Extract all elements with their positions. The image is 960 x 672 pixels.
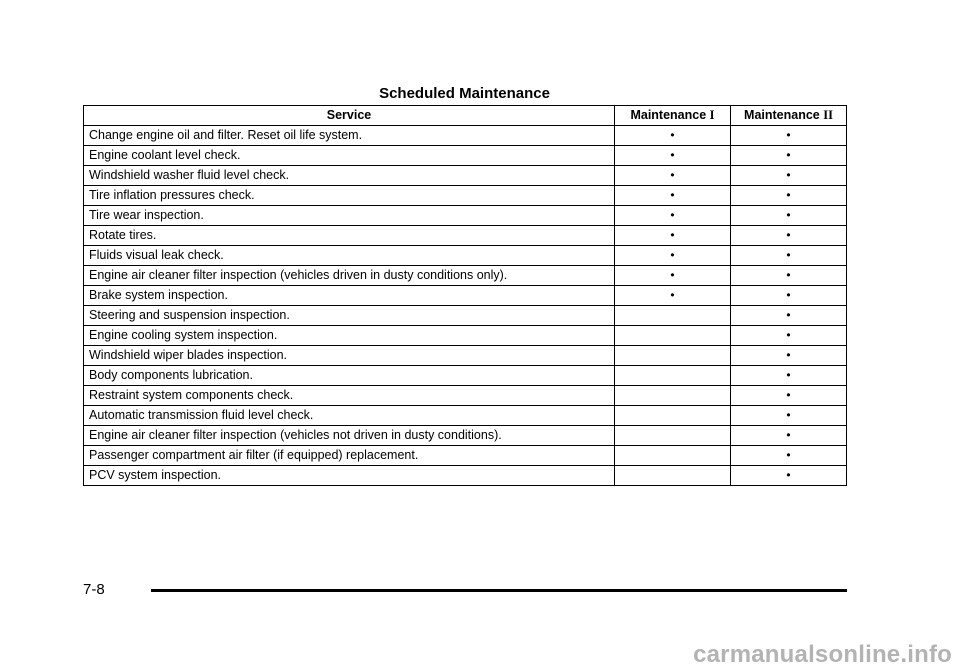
service-cell: Engine coolant level check. [84, 146, 615, 166]
maintenance-2-bullet: • [731, 446, 847, 466]
maintenance-1-bullet [615, 426, 731, 446]
maintenance-1-bullet [615, 366, 731, 386]
maintenance-2-bullet: • [731, 266, 847, 286]
service-cell: Change engine oil and filter. Reset oil life system. [84, 126, 615, 146]
maintenance-2-bullet: • [731, 426, 847, 446]
table-row [84, 366, 847, 386]
maintenance-1-bullet: • [615, 206, 731, 226]
maintenance-1-bullet [615, 406, 731, 426]
maintenance-2-bullet: • [731, 126, 847, 146]
maintenance-1-bullet: • [615, 286, 731, 306]
maintenance-2-bullet: • [731, 146, 847, 166]
service-cell: Body components lubrication. [84, 366, 615, 386]
header-service: Service [84, 106, 615, 126]
maintenance-1-bullet [615, 446, 731, 466]
table-row [84, 246, 847, 266]
maintenance-2-bullet: • [731, 226, 847, 246]
page-title: Scheduled Maintenance [379, 85, 550, 102]
maintenance-1-bullet: • [615, 246, 731, 266]
maintenance-2-bullet: • [731, 326, 847, 346]
header-maintenance-1 [615, 106, 731, 126]
service-cell: Steering and suspension inspection. [84, 306, 615, 326]
service-cell: Brake system inspection. [84, 286, 615, 306]
table-row [84, 266, 847, 286]
table-row [84, 346, 847, 366]
table-row [84, 326, 847, 346]
service-cell: Windshield washer fluid level check. [84, 166, 615, 186]
table-row [84, 426, 847, 446]
header-maintenance-2-label: Maintenance [744, 108, 820, 122]
service-cell: Engine air cleaner filter inspection (vehicles driven in dusty conditions only). [84, 266, 615, 286]
table-row [84, 386, 847, 406]
maintenance-1-bullet [615, 466, 731, 486]
table-row [84, 406, 847, 426]
service-cell: Passenger compartment air filter (if equipped) replacement. [84, 446, 615, 466]
page-number: 7-8 [83, 581, 105, 598]
header-maintenance-2-numeral: II [823, 108, 833, 122]
table-row [84, 186, 847, 206]
footer-rule [151, 589, 847, 592]
maintenance-2-bullet: • [731, 286, 847, 306]
table-row [84, 166, 847, 186]
service-cell: Tire inflation pressures check. [84, 186, 615, 206]
maintenance-2-bullet: • [731, 186, 847, 206]
table-row [84, 226, 847, 246]
maintenance-1-bullet [615, 326, 731, 346]
maintenance-1-bullet [615, 346, 731, 366]
maintenance-2-bullet: • [731, 386, 847, 406]
service-cell: Rotate tires. [84, 226, 615, 246]
watermark: carmanualsonline.info [693, 641, 952, 668]
maintenance-2-bullet: • [731, 166, 847, 186]
maintenance-1-bullet: • [615, 126, 731, 146]
table-row [84, 286, 847, 306]
maintenance-2-bullet: • [731, 306, 847, 326]
service-cell: PCV system inspection. [84, 466, 615, 486]
header-maintenance-1-label: Maintenance [630, 108, 707, 122]
service-cell: Tire wear inspection. [84, 206, 615, 226]
maintenance-1-bullet: • [615, 266, 731, 286]
service-cell: Engine air cleaner filter inspection (vehicles not driven in dusty conditions). [84, 426, 615, 446]
service-cell: Windshield wiper blades inspection. [84, 346, 615, 366]
table-row [84, 306, 847, 326]
maintenance-1-bullet: • [615, 186, 731, 206]
table-row [84, 466, 847, 486]
table-row [84, 446, 847, 466]
maintenance-2-bullet: • [731, 406, 847, 426]
maintenance-2-bullet: • [731, 346, 847, 366]
maintenance-2-bullet: • [731, 466, 847, 486]
maintenance-2-bullet: • [731, 206, 847, 226]
service-cell: Engine cooling system inspection. [84, 326, 615, 346]
maintenance-1-bullet: • [615, 146, 731, 166]
service-cell: Restraint system components check. [84, 386, 615, 406]
header-maintenance-2 [731, 106, 847, 126]
maintenance-1-bullet: • [615, 226, 731, 246]
table-row [84, 206, 847, 226]
maintenance-2-bullet: • [731, 366, 847, 386]
header-maintenance-1-numeral: I [709, 108, 715, 122]
service-cell: Automatic transmission fluid level check. [84, 406, 615, 426]
service-cell: Fluids visual leak check. [84, 246, 615, 266]
maintenance-table [83, 105, 847, 486]
table-row [84, 146, 847, 166]
table-header-row [84, 106, 847, 126]
maintenance-2-bullet: • [731, 246, 847, 266]
maintenance-1-bullet [615, 386, 731, 406]
maintenance-1-bullet: • [615, 166, 731, 186]
table-row [84, 126, 847, 146]
maintenance-1-bullet [615, 306, 731, 326]
